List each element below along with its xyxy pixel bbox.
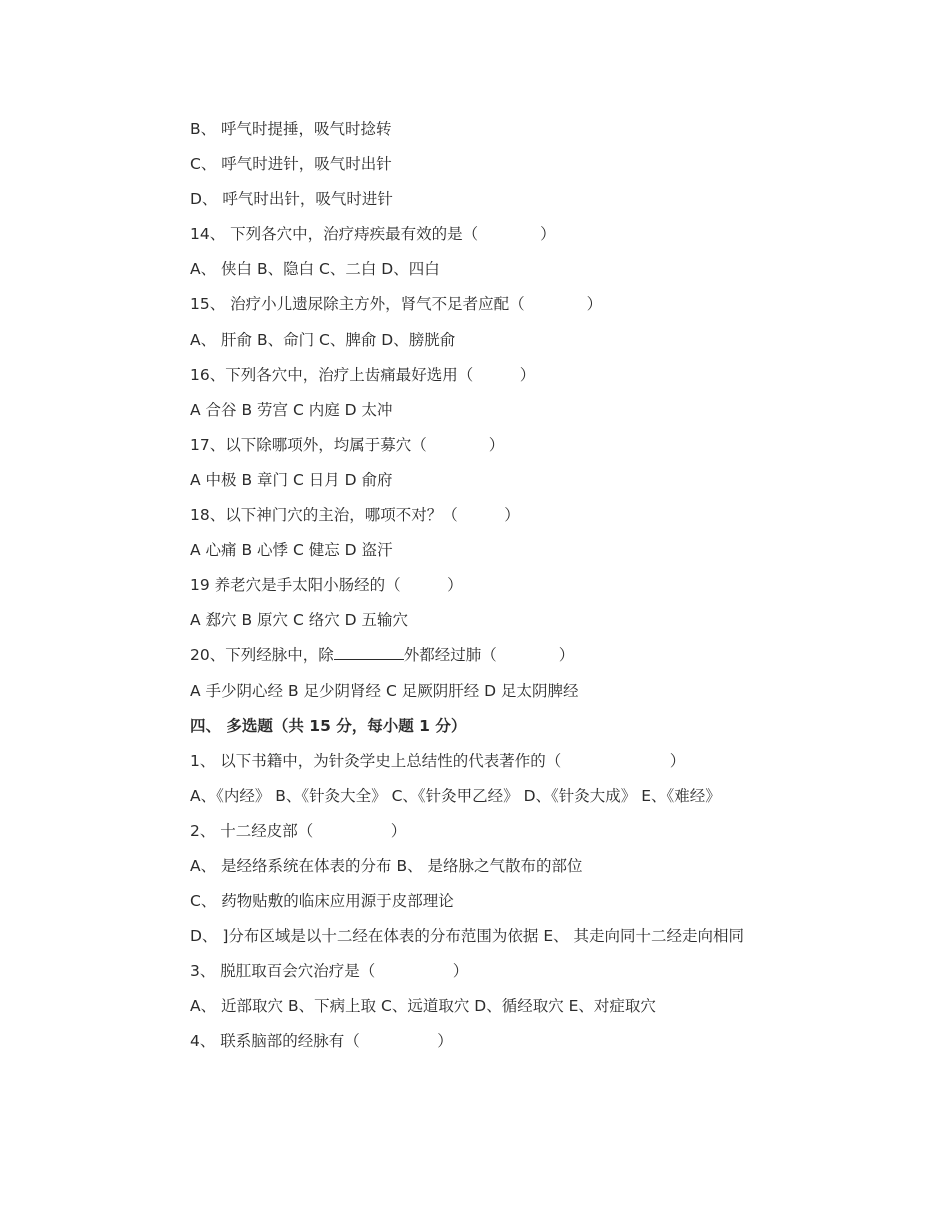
option-line: A、 是经络系统在体表的分布 B、 是络脉之气散布的部位 bbox=[190, 856, 583, 875]
question-line: 2、 十二经皮部（ ） bbox=[190, 821, 407, 840]
option-line: A 手少阴心经 B 足少阴肾经 C 足厥阴肝经 D 足太阴脾经 bbox=[190, 681, 579, 700]
option-line: A、《内经》 B、《针灸大全》 C、《针灸甲乙经》 D、《针灸大成》 E、《难经》 bbox=[190, 786, 721, 805]
question-line: 16、下列各穴中，治疗上齿痛最好选用（ ） bbox=[190, 365, 536, 384]
question-line: 19 养老穴是手太阳小肠经的（ ） bbox=[190, 576, 463, 595]
question-line: 14、 下列各穴中，治疗痔疾最有效的是（ ） bbox=[190, 225, 556, 244]
option-line: C、 药物贴敷的临床应用源于皮部理论 bbox=[190, 892, 454, 911]
document-text bbox=[190, 114, 910, 1062]
option-line: D、 ]分布区域是以十二经在体表的分布范围为依据 E、 其走向同十二经走向相同 bbox=[190, 927, 745, 946]
question-text-after-blank: 外都经过肺（ ） bbox=[403, 646, 575, 665]
option-line: A 中极 B 章门 C 日月 D 俞府 bbox=[190, 470, 393, 489]
option-line: A、 肝俞 B、命门 C、脾俞 D、膀胱俞 bbox=[190, 330, 456, 349]
section-heading: 四、 多选题（共 15 分，每小题 1 分） bbox=[190, 716, 467, 735]
question-line: 3、 脱肛取百会穴治疗是（ ） bbox=[190, 962, 469, 981]
question-line bbox=[190, 640, 910, 675]
option-line: A、 近部取穴 B、下病上取 C、远道取穴 D、循经取穴 E、对症取穴 bbox=[190, 997, 656, 1016]
question-text-before-blank: 20、下列经脉中，除 bbox=[190, 646, 334, 665]
question-line: 15、 治疗小儿遗尿除主方外，肾气不足者应配（ ） bbox=[190, 295, 603, 314]
option-line: A 合谷 B 劳宫 C 内庭 D 太冲 bbox=[190, 400, 393, 419]
question-line: 4、 联系脑部的经脉有（ ） bbox=[190, 1032, 453, 1051]
question-line: 1、 以下书籍中，为针灸学史上总结性的代表著作的（ ） bbox=[190, 751, 686, 770]
question-line: 18、以下神门穴的主治，哪项不对？（ ） bbox=[190, 506, 520, 525]
option-line: A 郄穴 B 原穴 C 络穴 D 五输穴 bbox=[190, 611, 408, 630]
option-line: B、 呼气时提捶，吸气时捻转 bbox=[190, 120, 392, 138]
option-line: A、 侠白 B、隐白 C、二白 D、四白 bbox=[190, 260, 440, 279]
option-line: D、 呼气时出针，吸气时进针 bbox=[190, 190, 393, 209]
fill-in-blank bbox=[334, 641, 404, 660]
option-line: C、 呼气时进针，吸气时出针 bbox=[190, 155, 392, 174]
question-line: 17、以下除哪项外，均属于募穴（ ） bbox=[190, 435, 505, 454]
option-line: A 心痛 B 心悸 C 健忘 D 盗汗 bbox=[190, 541, 393, 560]
